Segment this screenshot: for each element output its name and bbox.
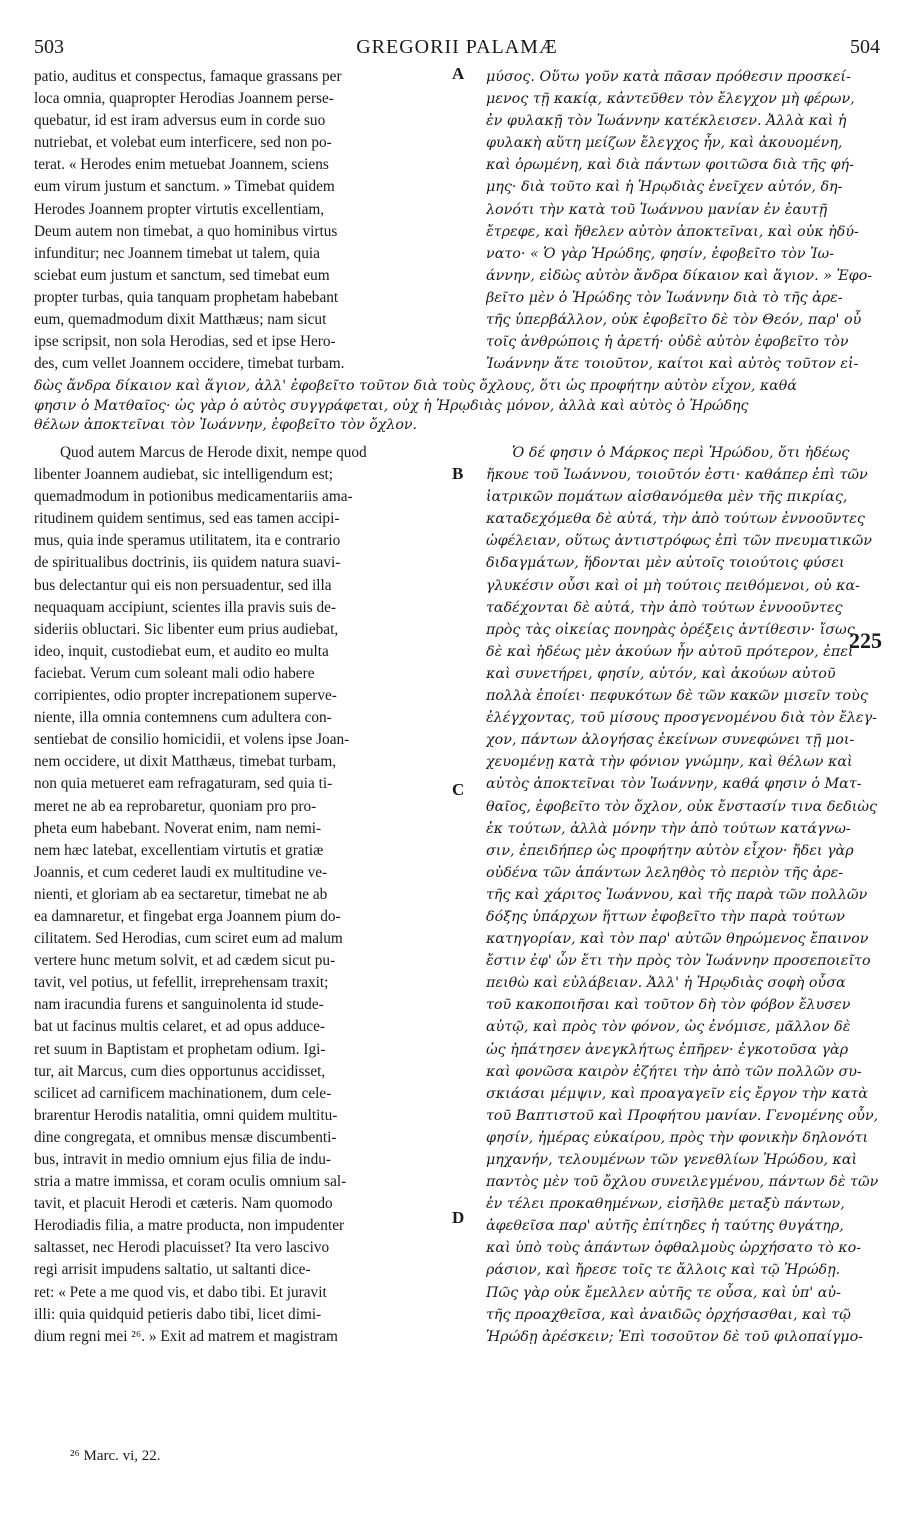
- greek-text-line: ἔστιν ἐφ' ὧν ἔτι τὴν πρὸς τὸν Ἰωάννην προσεποιεῖτο: [486, 953, 871, 970]
- greek-text-line: σκιάσαι μέμψιν, καὶ προαγαγεῖν εἰς ἔργον τὴν κατὰ: [486, 1085, 868, 1102]
- latin-text-line: de spiritualibus doctrinis, iis quidem natura suavi-: [34, 554, 341, 572]
- greek-text-line: Ὁ δέ φησιν ὁ Μάρκος περὶ Ἡρώδου, ὅτι ἡδέως: [512, 445, 850, 461]
- greek-text-line: διδαγμάτων, ἥδονται μὲν αὐτοῖς τοιούτοις φύσει: [486, 555, 845, 572]
- greek-text-line: δόξης ὑπάρχων ἥττων ἐφοβεῖτο τὴν παρὰ τούτων: [486, 908, 845, 925]
- latin-text-line: nutriebat, et volebat eum interficere, sed non po-: [34, 134, 332, 152]
- greek-text-line: ἐλέγχοντας, τοῦ μίσους προσγενομένου διὰ τὸν ἔλεγ-: [486, 710, 877, 727]
- latin-text-line: Quod autem Marcus de Herode dixit, nempe quod: [60, 444, 367, 461]
- latin-text-line: ea damnaretur, et fingebat erga Joannem pium do-: [34, 907, 341, 925]
- latin-column-bottom: [34, 442, 466, 1348]
- greek-text-line: ἔτρεφε, καὶ ἤθελεν αὐτὸν ἀποκτεῖναι, καὶ οὐκ ἠδύ-: [486, 223, 859, 240]
- greek-text-line: παντὸς μὲν τοῦ ὄχλου συνειλεγμένου, πάντων δὲ τῶν: [486, 1174, 879, 1191]
- greek-text-line: πρὸς τὰς οἰκείας πονηρὰς ὀρέξεις ἀντίθεσιν· ἴσως: [486, 621, 855, 638]
- latin-text-line: terat. « Herodes enim metuebat Joannem, sciens: [34, 156, 329, 174]
- greek-text-line: φυλακὴ αὕτη μείζων ἔλεγχος ἦν, καὶ ἀκουομένη,: [486, 135, 843, 152]
- latin-text-line: nem occidere, ut dixit Matthæus, timebat turbam,: [34, 753, 337, 771]
- greek-text-line: οὐδένα τῶν ἁπάντων λεληθὸς τὸ περιὸν τῆς ἀρε-: [486, 864, 844, 881]
- latin-text-line: tur, ait Marcus, cum dies opportunus accidisset,: [34, 1062, 326, 1080]
- page-header: [34, 36, 880, 60]
- greek-column-bottom: [486, 442, 882, 1348]
- greek-text-line: ἐκ τούτων, ἀλλὰ μόνην τὴν ἀπὸ τούτων κατάγνω-: [486, 820, 851, 837]
- greek-text-line: πολλὰ ἐποίει· πεφυκότων δὲ τῶν κακῶν μισεῖν τοὺς: [486, 688, 868, 705]
- latin-text-line: tavit, vel potius, ut fefellit, irreprehensam traxit;: [34, 974, 329, 992]
- latin-text-line: nienti, et gloriam ab ea sectaretur, timebat ne ab: [34, 885, 328, 903]
- latin-text-line: saltasset, nec Herodi placuisset? Ita vero lascivo: [34, 1239, 330, 1257]
- latin-text-line: eum virum justum et sanctum. » Timebat quidem: [34, 178, 335, 196]
- latin-text-line: nam iracundia furens et sanguinolenta id stude-: [34, 996, 324, 1014]
- running-title: GREGORII PALAMÆ: [356, 36, 558, 58]
- greek-text-line: μύσος. Οὕτω γοῦν κατὰ πᾶσαν πρόθεσιν προσκεί-: [486, 69, 851, 85]
- greek-text-line: δὲ καὶ ἡδέως μὲν ἀκούων ἦν αὐτοῦ πρότερον, ἐπεὶ: [486, 643, 854, 660]
- latin-text-line: mus, quia inde speramus utilitatem, ita e contrario: [34, 532, 341, 550]
- latin-text-line: bus, intravit in medio omnium ejus filia de indu-: [34, 1151, 331, 1168]
- latin-text-line: niente, illa omnia contemnens cum adultera con-: [34, 709, 332, 727]
- greek-text-line: καὶ ὑπὸ τοὺς ἁπάντων ὀφθαλμοὺς ὠρχήσατο τὸ κο-: [486, 1240, 862, 1257]
- greek-text-line: κατηγορίαν, καὶ τὸν παρ' αὐτῶν θηρώμενος ἔπαινον: [486, 931, 869, 948]
- greek-text-line: τοῦ κακοποιῆσαι καὶ τοῦτον δὴ τὸν φόβον ἔλυσεν: [486, 997, 851, 1014]
- latin-text-line: ret suum in Baptistam et prophetam odium. Igi-: [34, 1040, 326, 1058]
- greek-text-line: τῆς καὶ χάριτος Ἰωάννου, καὶ τῆς παρὰ τῶν πολλῶν: [486, 886, 868, 903]
- latin-text-line: infunditur; nec Joannem timebat ut talem, quia: [34, 244, 320, 262]
- latin-text-line: sentiebat de consilio homicidii, et volens ipse Joan-: [34, 731, 350, 749]
- greek-text-line: ἀφεθεῖσα παρ' αὐτῆς ἐπίτηδες ἡ ταύτης θυγάτηρ,: [486, 1218, 844, 1235]
- latin-text-line: Deum autem non timebat, a quo hominibus virtus: [34, 222, 338, 240]
- greek-full-text-line: φησιν ὁ Ματθαῖος· ὡς γὰρ ὁ αὐτὸς συγγράφεται, οὐχ ἡ Ἡρῳδιὰς μόνον, ἀλλὰ καὶ αὐτὸς ὁ Ἡρώδης: [34, 397, 749, 414]
- greek-text-line: πειθὼ καὶ εὐλάβειαν. Ἀλλ' ἡ Ἡρῳδιὰς σοφὴ οὖσα: [486, 975, 846, 992]
- greek-text-line: σιν, ἐπειδήπερ ὡς προφήτην αὐτὸν εἶχον· ἤδει γὰρ: [486, 842, 854, 859]
- latin-text-line: non quia metueret eam refragaturam, sed quia ti-: [34, 775, 333, 793]
- latin-text-line: meret ne ab ea reprobaretur, quoniam pro pro-: [34, 797, 317, 815]
- latin-text-line: Herodiadis filia, a matre producta, non impudenter: [34, 1217, 345, 1235]
- latin-text-line: patio, auditus et conspectus, famaque grassans per: [34, 68, 342, 85]
- latin-text-line: loca omnia, quapropter Herodias Joannem perse-: [34, 90, 334, 108]
- greek-text-line: μενος τῇ κακίᾳ, κἀντεῦθεν τὸν ἔλεγχον μὴ φέρων,: [486, 91, 855, 108]
- latin-text-line: brarentur Herodis natalitia, omni quidem multitu-: [34, 1106, 338, 1124]
- greek-text-line: τοῖς ἀνθρώποις ἡ ἀρετή· οὐδὲ αὐτὸν ἐφοβεῖτο τὸν: [486, 334, 849, 351]
- greek-text-line: Ἰωάννην ἅτε τοιοῦτον, καίτοι καὶ αὐτὸς τοῦτον εἰ-: [486, 356, 859, 373]
- greek-text-line: χον, πάντων ἀλογήσας ἐκείνων συνεφώνει τῇ μοι-: [486, 732, 855, 749]
- greek-text-line: ὠφέλειαν, οὕτως ἀντιστρόφως ἐπὶ τῶν πνευματικῶν: [486, 533, 872, 550]
- greek-text-line: μηχανήν, τελουμένων τῶν γενεθλίων Ἡρώδου, καὶ: [486, 1152, 858, 1168]
- page-number-right: 504: [850, 36, 880, 58]
- latin-text-line: tavit, et placuit Herodi et cæteris. Nam quomodo: [34, 1195, 333, 1213]
- greek-text-line: ἐν φυλακῇ τὸν Ἰωάννην κατέκλεισεν. Ἀλλὰ καὶ ἡ: [486, 113, 847, 130]
- latin-text-line: scilicet ad carnificem machinationem, dum cele-: [34, 1084, 332, 1102]
- latin-text-line: nem hæc latebat, excellentiam virtutis et gratiæ: [34, 841, 324, 859]
- latin-text-line: cilitatem. Sed Herodias, cum sciret eum ad malum: [34, 930, 343, 948]
- greek-text-line: βεῖτο μὲν ὁ Ἡρώδης τὸν Ἰωάννην διὰ τὸ τῆς ἀρε-: [486, 289, 843, 306]
- greek-text-line: Ἡρώδῃ ἀρέσκειν; Ἐπὶ τοσοῦτον δὲ τοῦ φιλοπαίγμο-: [486, 1328, 864, 1345]
- latin-text-line: nequaquam accipiunt, scientes illa pravis suis de-: [34, 598, 337, 616]
- greek-text-line: αὐτὸς ἀποκτεῖναι τὸν Ἰωάννην, καθά φησιν ὁ Ματ-: [486, 776, 862, 793]
- greek-text-line: μης· διὰ τοῦτο καὶ ἡ Ἡρῳδιὰς ἐνεῖχεν αὐτόν, δη-: [486, 179, 843, 196]
- latin-text-line: bat ut facinus multis celaret, et ad opus adduce-: [34, 1018, 325, 1036]
- greek-full-text-line: δὼς ἄνδρα δίκαιον καὶ ἅγιον, ἀλλ' ἐφοβεῖτο τοῦτον διὰ τοὺς ὄχλους, ὅτι ὡς προφήτην αὐτὸν εἶχον, καθά: [34, 378, 797, 394]
- greek-text-line: χευομένῃ κατὰ τὴν φόνιον γνώμην, καὶ θέλων καὶ: [486, 754, 853, 771]
- latin-text-line: dium regni mei ²⁶. » Exit ad matrem et magistram: [34, 1327, 338, 1345]
- latin-text-line: pheta eum habebant. Noverat enim, nam nemi-: [34, 819, 322, 837]
- greek-text-line: καὶ συνετήρει, φησίν, αὐτόν, καὶ ἀκούων αὐτοῦ: [486, 665, 836, 682]
- latin-text-line: eum, quemadmodum dixit Matthæus; nam sicut: [34, 311, 327, 329]
- greek-text-line: καὶ ὁρωμένη, καὶ διὰ πάντων φοιτῶσα διὰ τῆς φή-: [486, 157, 854, 174]
- latin-text-line: bus delectantur qui eis non persuadentur, sed illa: [34, 576, 332, 594]
- latin-text-line: quebatur, id est iram adversus eum in corde suo: [34, 112, 326, 130]
- greek-text-line: λονότι τὴν κατὰ τοῦ Ἰωάννου μανίαν ἐν ἑαυτῇ: [486, 201, 828, 218]
- greek-text-line: καὶ φονῶσα καιρὸν ἐζήτει τὴν ἀπὸ τῶν πολλῶν συ-: [486, 1063, 862, 1080]
- greek-text-line: Πῶς γὰρ οὐκ ἔμελλεν αὐτῆς τε οὖσα, καὶ ὑπ' αὐ-: [486, 1284, 841, 1301]
- latin-text-line: Joannis, et cum cederet laudi ex multitudine ve-: [34, 863, 328, 881]
- greek-text-line: ἰατρικῶν πομάτων αἰσθανόμεθα μὲν τῆς πικρίας,: [486, 489, 848, 506]
- greek-text-line: ταδέχονται δὲ αὐτά, τὴν ἀπὸ τούτων ἐννοοῦντες: [486, 599, 843, 616]
- latin-column-top: [34, 66, 466, 375]
- greek-text-line: τοῦ Βαπτιστοῦ καὶ Προφήτου μανίαν. Γενομένης οὖν,: [486, 1107, 879, 1124]
- latin-text-line: dine congregata, et omnibus mensæ discumbenti-: [34, 1128, 337, 1146]
- latin-text-line: stria a matre immissa, et coram oculis omnium sal-: [34, 1173, 347, 1191]
- greek-full-text-line: θέλων ἀποκτεῖναι τὸν Ἰωάννην, ἐφοβεῖτο τὸν ὄχλον.: [34, 417, 418, 434]
- latin-text-line: vertere hunc metum solvit, et ad cædem sicut pu-: [34, 952, 336, 970]
- latin-text-line: ideo, inquit, custodiebat eum, et audito eo multa: [34, 642, 329, 660]
- column-number: 225: [849, 628, 882, 653]
- latin-text-line: Herodes Joannem propter virtutis excellentiam,: [34, 200, 325, 218]
- greek-text-line: ἐν τέλει προκαθημένων, εἰσῆλθε μεταξὺ πάντων,: [486, 1196, 845, 1213]
- greek-text-line: τῆς ὑπερβάλλον, οὐκ ἐφοβεῖτο δὲ τὸν Θεόν, παρ' οὗ: [486, 312, 862, 329]
- greek-text-line: γλυκέσιν οὖσι καὶ οἱ μὴ τούτοις πειθόμενοι, οὐ κα-: [486, 577, 860, 594]
- greek-column-top: [486, 66, 882, 375]
- section-marker-c: C: [452, 780, 465, 799]
- greek-text-line: θαῖος, ἐφοβεῖτο τὸν ὄχλον, οὐκ ἔνστασίν τινα δεδιὼς: [486, 798, 878, 815]
- greek-text-line: φησίν, ἡμέρας εὐκαίρου, πρὸς τὴν φονικὴν δηλονότι: [486, 1129, 869, 1146]
- latin-text-line: corripientes, odio propter increpationem superve-: [34, 687, 337, 705]
- latin-text-line: quemadmodum in potionibus medicamentariis ama-: [34, 488, 353, 506]
- latin-text-line: ipse scripsit, non sola Herodias, sed et ipse Hero-: [34, 333, 336, 351]
- latin-text-line: ritudinem quidem sentimus, sed eas tamen accipi-: [34, 510, 340, 528]
- latin-text-line: regi arrisit impudens saltatio, ut saltanti dice-: [34, 1261, 311, 1279]
- greek-text-line: νατο· « Ὁ γὰρ Ἡρώδης, φησίν, ἐφοβεῖτο τὸν Ἰω-: [486, 245, 835, 262]
- latin-text-line: illi: quia quidquid petieris dabo tibi, licet dimi-: [34, 1305, 322, 1323]
- greek-text-line: καταδεχόμεθα δὲ αὐτά, τὴν ἀπὸ τούτων ἐννοοῦντες: [486, 511, 865, 528]
- greek-text-line: ράσιον, καὶ ἤρεσε τοῖς τε ἄλλοις καὶ τῷ Ἡρώδῃ.: [486, 1262, 841, 1279]
- greek-text-line: ἤκουε τοῦ Ἰωάννου, τοιοῦτόν ἐστι· καθάπερ ἐπὶ τῶν: [486, 467, 868, 484]
- greek-text-line: άννην, εἰδὼς αὐτὸν ἄνδρα δίκαιον καὶ ἅγιον. » Ἐφο-: [486, 267, 873, 284]
- latin-text-line: sciebat eum justum et sanctum, sed timebat eum: [34, 266, 330, 284]
- latin-text-line: sideriis obluctari. Sic libenter eum prius audiebat,: [34, 620, 339, 638]
- greek-text-line: ὡς ἠπάτησεν ἀνεγκλήτως ἐπῆρεν· ἐγκοτοῦσα γὰρ: [486, 1041, 849, 1058]
- greek-text-line: τῆς προαχθεῖσα, καὶ ἀναιδῶς ὀρχήσασθαι, καὶ τῷ: [486, 1306, 851, 1323]
- latin-text-line: ret: « Pete a me quod vis, et dabo tibi. Et juravit: [34, 1283, 327, 1301]
- section-marker-b: B: [452, 464, 464, 483]
- greek-text-line: αὐτῷ, καὶ πρὸς τὸν φόνον, ὡς ἐνόμισε, μᾶλλον δὲ: [486, 1019, 851, 1036]
- latin-text-line: libenter Joannem audiebat, sic intelligendum est;: [34, 466, 334, 484]
- section-marker-a: A: [452, 64, 465, 83]
- footnote: ²⁶ Marc. vi, 22.: [70, 1448, 161, 1464]
- greek-full-width-text: [34, 377, 882, 436]
- latin-text-line: propter turbas, quia tanquam prophetam habebant: [34, 288, 339, 306]
- page-number-left: 503: [34, 36, 64, 58]
- latin-text-line: faciebat. Verum cum soleant mali odio habere: [34, 664, 315, 682]
- latin-text-line: des, cum vellet Joannem occidere, timebat turbam.: [34, 355, 345, 373]
- section-marker-d: D: [452, 1208, 465, 1227]
